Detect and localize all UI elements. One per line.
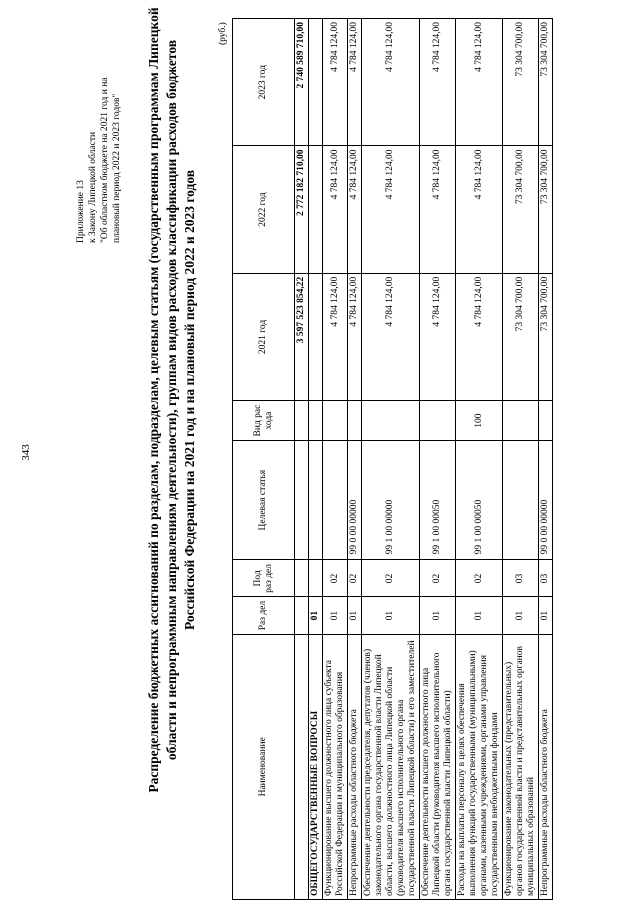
cell-y2023: 4 784 124,00 (362, 19, 420, 146)
cell-y2023 (309, 19, 323, 146)
cell-expense (420, 401, 456, 441)
cell-section: 01 (362, 597, 420, 634)
cell-y2023: 73 304 700,00 (503, 19, 539, 146)
cell-target (503, 440, 539, 559)
cell-subsection: 03 (539, 560, 553, 597)
cell-section: 01 (456, 597, 503, 634)
table-row (503, 19, 539, 900)
header-2021: 2021 год (233, 273, 295, 400)
header-section: Раз дел (233, 597, 295, 634)
cell-y2023: 4 784 124,00 (323, 19, 348, 146)
cell-subsection: 03 (503, 560, 539, 597)
cell-name: Непрограммные расходы областного бюджета (539, 634, 553, 899)
table-body (295, 19, 553, 900)
cell-name: Обеспечение деятельности высшего должностного лица Липецкой области (руководителя высшего исполнительного органа государственной власти Липецкой области) (420, 634, 456, 899)
cell-expense: 100 (456, 401, 503, 441)
cell-section: 01 (323, 597, 348, 634)
cell-expense (323, 401, 348, 441)
cell-name: Функционирование законодательных (представительных) органов государственной власти и представительных органов муниципальных образований (503, 634, 539, 899)
cell-expense (295, 401, 309, 441)
cell-y2021: 73 304 700,00 (503, 273, 539, 400)
budget-table (232, 18, 553, 900)
cell-target: 99 0 00 00000 (348, 440, 362, 559)
cell-target: 99 1 00 00000 (362, 440, 420, 559)
cell-target: 99 0 00 00000 (539, 440, 553, 559)
cell-subsection: 02 (323, 560, 348, 597)
cell-section: 01 (420, 597, 456, 634)
header-name: Наименование (233, 634, 295, 899)
appendix-line-3: "Об областном бюджете на 2021 год и на (100, 77, 110, 243)
header-2023: 2023 год (233, 19, 295, 146)
page-number: 343 (20, 444, 32, 461)
cell-y2022: 4 784 124,00 (323, 146, 348, 273)
cell-expense (309, 401, 323, 441)
cell-subsection (309, 560, 323, 597)
cell-y2022 (309, 146, 323, 273)
cell-name (295, 634, 309, 899)
cell-y2021 (309, 273, 323, 400)
cell-section: 01 (539, 597, 553, 634)
cell-section: 01 (503, 597, 539, 634)
cell-y2022: 4 784 124,00 (456, 146, 503, 273)
cell-y2021: 4 784 124,00 (323, 273, 348, 400)
cell-y2021: 3 597 523 854,22 (295, 273, 309, 400)
cell-section (295, 597, 309, 634)
cell-name: ОБЩЕГОСУДАРСТВЕННЫЕ ВОПРОСЫ (309, 634, 323, 899)
cell-y2022: 4 784 124,00 (362, 146, 420, 273)
cell-y2022: 4 784 124,00 (420, 146, 456, 273)
cell-y2021: 4 784 124,00 (348, 273, 362, 400)
appendix-note (75, 13, 123, 243)
cell-y2022: 4 784 124,00 (348, 146, 362, 273)
cell-expense (362, 401, 420, 441)
cell-y2022: 73 304 700,00 (503, 146, 539, 273)
cell-target (309, 440, 323, 559)
table-row (323, 19, 348, 900)
cell-name: Непрограммные расходы областного бюджета (348, 634, 362, 899)
cell-y2021: 4 784 124,00 (456, 273, 503, 400)
cell-y2023: 2 740 589 710,00 (295, 19, 309, 146)
table-row (420, 19, 456, 900)
table-row (309, 19, 323, 900)
cell-target (295, 440, 309, 559)
table-row (456, 19, 503, 900)
table-row (362, 19, 420, 900)
table-header-row (233, 19, 295, 900)
cell-y2021: 4 784 124,00 (420, 273, 456, 400)
unit-label: (руб.) (218, 22, 228, 45)
document-title: Распределение бюджетных ассигнований по разделам, подразделам, целевым статьям (государственным программам Липецкой области и непрограммным направлениям деятельности), группам видов расходов классификации расходов бюджетов Российской Федерации на 2021 год и на плановый период 2022 и 2023 годов (146, 7, 197, 793)
header-2022: 2022 год (233, 146, 295, 273)
appendix-line-2: к Закону Липецкой области (88, 131, 98, 243)
table-row (348, 19, 362, 900)
appendix-line-1: Приложение 13 (76, 180, 86, 243)
cell-name: Обеспечение деятельности председателя, депутатов (членов) законодательного органа государственной власти Липецкой области, высшего должностного лица Липецкой области (руководителя высшего исполнительного органа государственной власти Липецкой области) и его заместителей (362, 634, 420, 899)
table-row (295, 19, 309, 900)
cell-subsection: 02 (348, 560, 362, 597)
header-subsection: Под раз дел (233, 560, 295, 597)
cell-y2023: 4 784 124,00 (420, 19, 456, 146)
cell-y2022: 2 772 182 710,00 (295, 146, 309, 273)
cell-name: Функционирование высшего должностного лица субъекта Российской Федерации и муниципального образования (323, 634, 348, 899)
cell-subsection: 02 (456, 560, 503, 597)
cell-section: 01 (309, 597, 323, 634)
cell-y2022: 73 304 700,00 (539, 146, 553, 273)
cell-y2023: 73 304 700,00 (539, 19, 553, 146)
cell-target: 99 1 00 00050 (456, 440, 503, 559)
cell-target: 99 1 00 00050 (420, 440, 456, 559)
cell-subsection: 02 (420, 560, 456, 597)
cell-subsection (295, 560, 309, 597)
cell-expense (539, 401, 553, 441)
cell-section: 01 (348, 597, 362, 634)
cell-y2021: 4 784 124,00 (362, 273, 420, 400)
cell-y2023: 4 784 124,00 (456, 19, 503, 146)
cell-expense (503, 401, 539, 441)
cell-y2023: 4 784 124,00 (348, 19, 362, 146)
cell-expense (348, 401, 362, 441)
cell-y2021: 73 304 700,00 (539, 273, 553, 400)
cell-target (323, 440, 348, 559)
header-expense: Вид рас хода (233, 401, 295, 441)
cell-subsection: 02 (362, 560, 420, 597)
header-target: Целевая статья (233, 440, 295, 559)
table-row (539, 19, 553, 900)
cell-name: Расходы на выплаты персоналу в целях обеспечения выполнения функций государственными (муниципальными) органами, казенными учреждениями, органами управления государственными внебюджетными фондами (456, 634, 503, 899)
appendix-line-4: плановый период 2022 и 2023 годов" (112, 93, 122, 243)
